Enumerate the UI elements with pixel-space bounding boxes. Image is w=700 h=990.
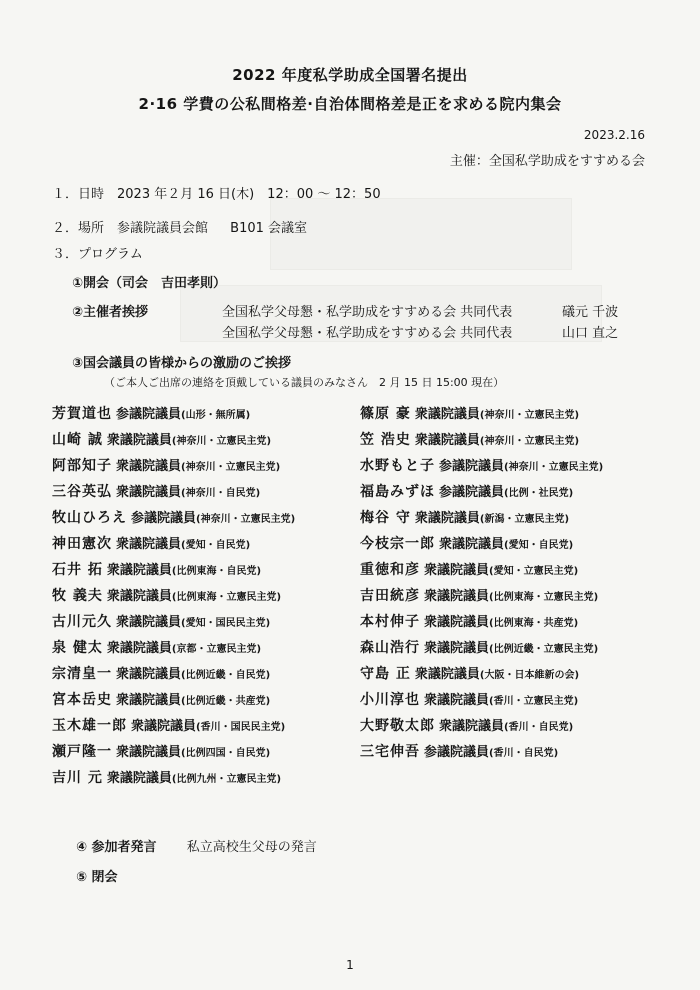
member-role: 衆議院議員 bbox=[116, 693, 182, 708]
member-affiliation: (神奈川・立憲民主党) bbox=[196, 514, 296, 525]
members-left-column bbox=[52, 400, 295, 790]
member-name: 福島みずほ bbox=[360, 484, 435, 500]
show-through-block bbox=[270, 198, 572, 270]
member-affiliation: (神奈川・立憲民主党) bbox=[181, 462, 281, 473]
member-name: 本村伸子 bbox=[360, 614, 420, 630]
member-row bbox=[52, 634, 295, 660]
item-program: ３．プログラム bbox=[52, 247, 143, 262]
member-name: 山崎 誠 bbox=[52, 432, 103, 448]
member-row bbox=[52, 660, 295, 686]
member-row bbox=[52, 738, 295, 764]
member-row bbox=[360, 478, 603, 504]
member-affiliation: (比例近畿・立憲民主党) bbox=[489, 644, 599, 655]
member-role: 衆議院議員 bbox=[106, 771, 172, 786]
member-affiliation: (京都・立憲民主党) bbox=[171, 644, 262, 655]
member-row bbox=[360, 530, 603, 556]
item-datetime: １．日時 2023 年２月 16 日(木) 12：00 ～ 12：50 bbox=[52, 187, 381, 202]
member-row bbox=[360, 556, 603, 582]
member-role: 衆議院議員 bbox=[116, 667, 182, 682]
member-role: 参議院議員 bbox=[116, 407, 182, 422]
member-role: 衆議院議員 bbox=[424, 563, 490, 578]
member-name: 宗清皇一 bbox=[52, 666, 112, 682]
member-affiliation: (比例近畿・自民党) bbox=[181, 670, 271, 681]
member-role: 衆議院議員 bbox=[116, 745, 182, 760]
member-affiliation: (愛知・立憲民主党) bbox=[489, 566, 579, 577]
member-name: 牧山ひろえ bbox=[52, 510, 127, 526]
member-affiliation: (比例四国・自民党) bbox=[181, 748, 271, 759]
member-affiliation: (愛知・自民党) bbox=[181, 540, 251, 551]
member-affiliation: (神奈川・立憲民主党) bbox=[479, 436, 580, 447]
member-name: 玉木雄一郎 bbox=[52, 718, 127, 734]
member-role: 衆議院議員 bbox=[439, 537, 505, 552]
program-participant-label: ④ 参加者発言 bbox=[76, 840, 157, 855]
member-role: 衆議院議員 bbox=[414, 407, 480, 422]
member-role: 衆議院議員 bbox=[414, 433, 480, 448]
member-row bbox=[360, 504, 603, 530]
member-affiliation: (大阪・日本維新の会) bbox=[479, 670, 580, 681]
member-affiliation: (比例東海・立憲民主党) bbox=[171, 592, 282, 603]
member-role: 衆議院議員 bbox=[414, 667, 480, 682]
program-participant-detail: 私立高校生父母の発言 bbox=[186, 840, 317, 855]
member-role: 衆議院議員 bbox=[414, 511, 480, 526]
member-row bbox=[52, 686, 295, 712]
member-row bbox=[360, 608, 603, 634]
member-affiliation: (神奈川・立憲民主党) bbox=[479, 410, 580, 421]
member-name: 大野敬太郎 bbox=[360, 718, 435, 734]
member-affiliation: (比例近畿・共産党) bbox=[181, 696, 271, 707]
member-name: 神田憲次 bbox=[52, 536, 112, 552]
member-name: 古川元久 bbox=[52, 614, 112, 630]
member-name: 宮本岳史 bbox=[52, 692, 112, 708]
member-name: 吉川 元 bbox=[52, 770, 103, 786]
member-name: 森山浩行 bbox=[360, 640, 420, 656]
member-row bbox=[52, 400, 295, 426]
member-name: 瀬戸隆一 bbox=[52, 744, 112, 760]
member-affiliation: (神奈川・自民党) bbox=[181, 488, 261, 499]
program-closing: ⑤ 閉会 bbox=[76, 870, 118, 885]
member-row bbox=[52, 582, 295, 608]
member-row bbox=[52, 608, 295, 634]
member-role: 衆議院議員 bbox=[116, 459, 182, 474]
member-name: 重徳和彦 bbox=[360, 562, 420, 578]
member-row bbox=[360, 686, 603, 712]
member-affiliation: (新潟・立憲民主党) bbox=[479, 514, 570, 525]
member-affiliation: (比例九州・立憲民主党) bbox=[171, 774, 282, 785]
item-place-room: B101 会議室 bbox=[230, 221, 308, 236]
greeting-org: 全国私学父母懇・私学助成をすすめる会 共同代表 bbox=[222, 326, 513, 341]
member-name: 守島 正 bbox=[360, 666, 411, 682]
member-row bbox=[360, 634, 603, 660]
title-line-1: 2022 年度私学助成全国署名提出 bbox=[232, 66, 468, 84]
program-members-label: ③国会議員の皆様からの激励のご挨拶 bbox=[72, 356, 292, 371]
member-row bbox=[360, 660, 603, 686]
member-row bbox=[52, 764, 295, 790]
member-role: 衆議院議員 bbox=[131, 719, 197, 734]
member-name: 石井 拓 bbox=[52, 562, 103, 578]
member-row bbox=[52, 530, 295, 556]
member-row bbox=[360, 452, 603, 478]
member-name: 笠 浩史 bbox=[360, 432, 411, 448]
member-name: 三谷英弘 bbox=[52, 484, 112, 500]
member-affiliation: (香川・自民党) bbox=[504, 722, 574, 733]
member-row bbox=[52, 556, 295, 582]
page-number: 1 bbox=[346, 958, 354, 972]
member-affiliation: (比例東海・自民党) bbox=[171, 566, 262, 577]
member-role: 衆議院議員 bbox=[424, 615, 490, 630]
member-role: 衆議院議員 bbox=[424, 641, 490, 656]
member-row bbox=[52, 712, 295, 738]
member-role: 参議院議員 bbox=[131, 511, 197, 526]
member-row bbox=[52, 478, 295, 504]
member-role: 衆議院議員 bbox=[116, 485, 182, 500]
member-affiliation: (愛知・国民民主党) bbox=[181, 618, 271, 629]
member-name: 泉 健太 bbox=[52, 640, 103, 656]
member-affiliation: (神奈川・立憲民主党) bbox=[504, 462, 604, 473]
program-participant bbox=[76, 836, 317, 855]
member-role: 衆議院議員 bbox=[116, 615, 182, 630]
member-row bbox=[52, 452, 295, 478]
greeting-name: 礒元 千波 bbox=[562, 305, 619, 320]
greeting-name: 山口 直之 bbox=[562, 326, 619, 341]
program-opening: ①開会（司会 吉田孝則） bbox=[72, 276, 227, 291]
member-row bbox=[360, 738, 603, 764]
member-name: 篠原 豪 bbox=[360, 406, 411, 422]
title-line-2: 2·16 学費の公私間格差·自治体間格差是正を求める院内集会 bbox=[138, 95, 562, 113]
member-affiliation: (比例・社民党) bbox=[504, 488, 574, 499]
member-role: 参議院議員 bbox=[439, 459, 505, 474]
member-role: 衆議院議員 bbox=[116, 537, 182, 552]
member-role: 参議院議員 bbox=[439, 485, 505, 500]
member-role: 衆議院議員 bbox=[106, 589, 172, 604]
member-row bbox=[360, 400, 603, 426]
member-role: 参議院議員 bbox=[424, 745, 490, 760]
member-role: 衆議院議員 bbox=[424, 693, 490, 708]
member-name: 牧 義夫 bbox=[52, 588, 103, 604]
member-affiliation: (香川・国民民主党) bbox=[196, 722, 286, 733]
member-role: 衆議院議員 bbox=[106, 433, 172, 448]
member-role: 衆議院議員 bbox=[439, 719, 505, 734]
member-role: 衆議院議員 bbox=[106, 641, 172, 656]
member-name: 梅谷 守 bbox=[360, 510, 411, 526]
member-affiliation: (愛知・自民党) bbox=[504, 540, 574, 551]
members-right-column bbox=[360, 400, 603, 764]
member-name: 水野もと子 bbox=[360, 458, 435, 474]
member-row bbox=[360, 582, 603, 608]
member-name: 吉田統彦 bbox=[360, 588, 420, 604]
member-affiliation: (香川・立憲民主党) bbox=[489, 696, 579, 707]
member-row bbox=[360, 426, 603, 452]
member-row bbox=[52, 426, 295, 452]
item-place-label: ２．場所 参議院議員会館 bbox=[52, 221, 209, 236]
member-name: 三宅伸吾 bbox=[360, 744, 420, 760]
member-row bbox=[52, 504, 295, 530]
member-affiliation: (山形・無所属) bbox=[181, 410, 251, 421]
member-affiliation: (比例東海・立憲民主党) bbox=[489, 592, 599, 603]
member-row bbox=[360, 712, 603, 738]
member-role: 衆議院議員 bbox=[106, 563, 172, 578]
greeting-org: 全国私学父母懇・私学助成をすすめる会 共同代表 bbox=[222, 305, 513, 320]
member-affiliation: (香川・自民党) bbox=[489, 748, 559, 759]
document-date: 2023.2.16 bbox=[583, 128, 645, 142]
member-name: 今枝宗一郎 bbox=[360, 536, 435, 552]
organizer: 主催：全国私学助成をすすめる会 bbox=[449, 154, 645, 169]
member-name: 小川淳也 bbox=[360, 692, 420, 708]
member-affiliation: (神奈川・立憲民主党) bbox=[171, 436, 272, 447]
member-affiliation: (比例東海・共産党) bbox=[489, 618, 579, 629]
member-name: 阿部知子 bbox=[52, 458, 112, 474]
member-name: 芳賀道也 bbox=[52, 406, 112, 422]
item-place bbox=[52, 217, 307, 236]
member-role: 衆議院議員 bbox=[424, 589, 490, 604]
program-members-note: （ご本人ご出席の連絡を頂戴している議員のみなさん 2 月 15 日 15:00 現在） bbox=[104, 376, 505, 389]
program-greeting-label: ②主催者挨拶 bbox=[72, 305, 149, 320]
